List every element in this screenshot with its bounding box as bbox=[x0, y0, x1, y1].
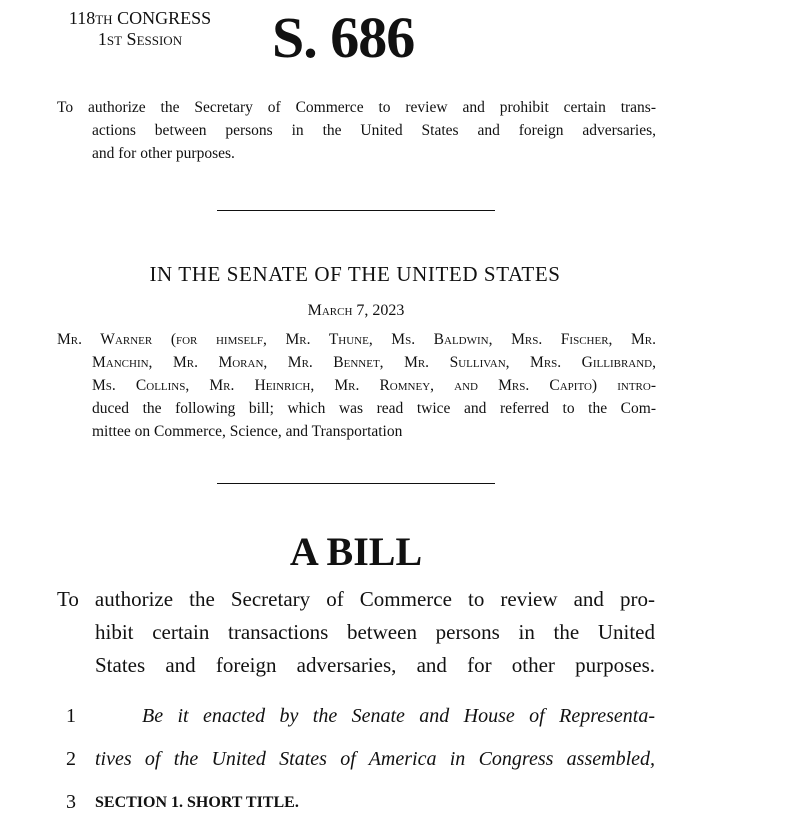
enacting-clause-line: tives of the United States of America in Congress assembled, bbox=[95, 748, 655, 770]
introduction-date: March 7, 2023 bbox=[307, 302, 405, 319]
enacting-clause-line: Be it enacted by the Senate and House of Representa- bbox=[142, 705, 655, 727]
sponsor-line: Ms. Collins, Mr. Heinrich, Mr. Romney, and Mrs. Capito) intro- bbox=[92, 377, 656, 394]
line-number: 1 bbox=[66, 705, 76, 727]
congress-label: 118th CONGRESS bbox=[68, 8, 212, 28]
session-label: 1st Session bbox=[97, 29, 183, 49]
sponsor-line: Mr. Warner (for himself, Mr. Thune, Ms. Baldwin, Mrs. Fischer, Mr. bbox=[57, 331, 656, 348]
bill-number: S. 686 bbox=[272, 5, 415, 70]
purpose-line: and for other purposes. bbox=[92, 145, 235, 162]
line-number: 2 bbox=[66, 748, 76, 770]
sponsor-line: Manchin, Mr. Moran, Mr. Bennet, Mr. Sullivan, Mrs. Gillibrand, bbox=[92, 354, 656, 371]
chamber-heading: IN THE SENATE OF THE UNITED STATES bbox=[149, 262, 561, 286]
purpose-line: actions between persons in the United States and foreign adversaries, bbox=[92, 122, 656, 139]
long-title-line: States and foreign adversaries, and for other purposes. bbox=[95, 653, 655, 677]
sponsor-line: duced the following bill; which was read twice and referred to the Com- bbox=[92, 400, 656, 417]
long-title-line: To authorize the Secretary of Commerce to review and pro- bbox=[57, 587, 655, 611]
section-heading: SECTION 1. SHORT TITLE. bbox=[95, 794, 299, 811]
bill-heading: A BILL bbox=[289, 529, 423, 574]
long-title-line: hibit certain transactions between persons in the United bbox=[95, 620, 655, 644]
sponsor-line: mittee on Commerce, Science, and Transportation bbox=[92, 423, 403, 440]
divider bbox=[217, 483, 495, 484]
line-number: 3 bbox=[66, 791, 76, 813]
divider bbox=[217, 210, 495, 211]
purpose-line: To authorize the Secretary of Commerce to review and prohibit certain trans- bbox=[57, 99, 656, 116]
